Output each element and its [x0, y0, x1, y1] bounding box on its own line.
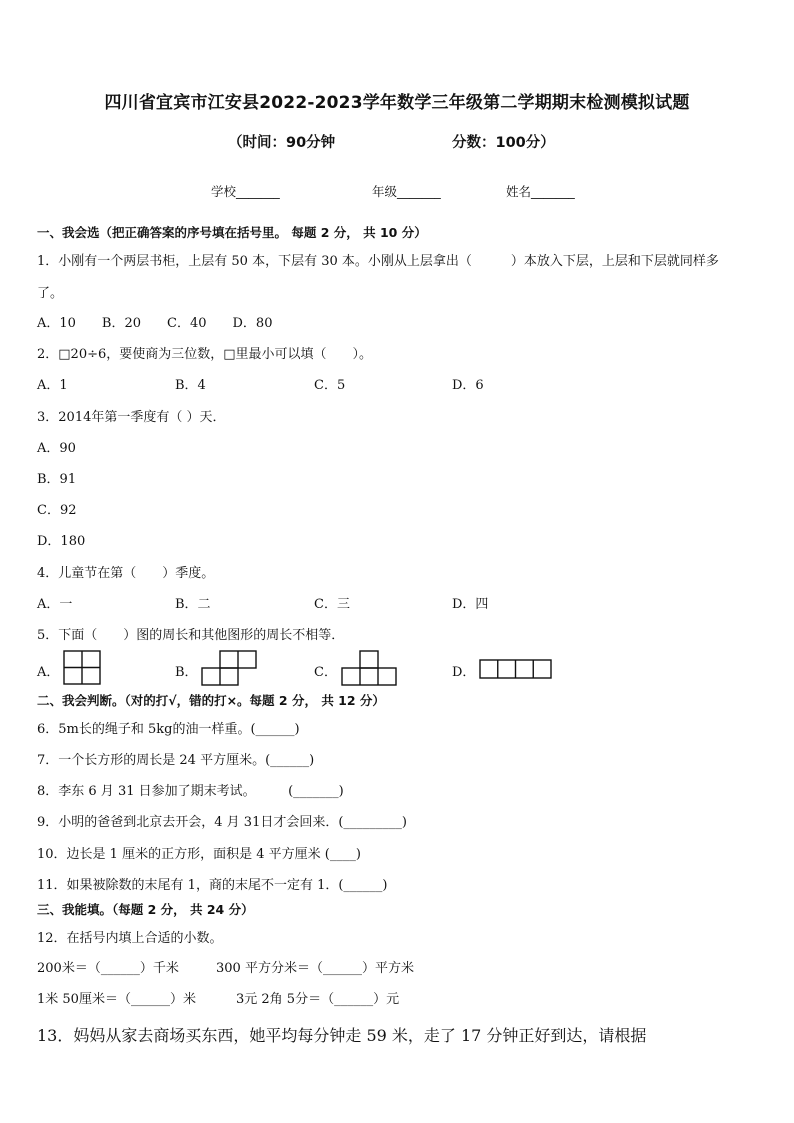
question-2-option-a: A．1 — [37, 378, 68, 393]
judgement-item: 9．小明的爸爸到北京去开会，4 月 31日才会回来．(_________) — [37, 815, 407, 830]
school-field: 学校_______ — [211, 184, 280, 199]
question-5-option-d: D． — [452, 665, 476, 680]
question-2: 2．□20÷6，要使商为三位数，□里最小可以填（ ）。 — [37, 347, 373, 362]
exam-time: （时间：90分钟 — [228, 135, 336, 151]
question-4: 4．儿童节在第（ ）季度。 — [37, 566, 215, 581]
question-5-option-a: A． — [37, 665, 60, 680]
judgement-item: 11．如果被除数的末尾有 1，商的末尾不一定有 1．(______) — [37, 878, 388, 893]
section2-heading: 二、我会判断。（对的打√，错的打×。每题 2 分， 共 12 分） — [37, 693, 385, 708]
question-5-option-c: C． — [314, 665, 337, 680]
question-2-option-b: B．4 — [175, 378, 206, 393]
judgement-item: 6．5m长的绳子和 5kg的油一样重。(______) — [37, 722, 300, 737]
question-5: 5．下面（ ）图的周长和其他图形的周长不相等． — [37, 628, 345, 643]
question-12-blank-3: 1米 50厘米＝（______）米 — [37, 992, 196, 1007]
question-3-option-a: A．90 — [37, 441, 76, 456]
judgement-item: 7．一个长方形的周长是 24 平方厘米。(______) — [37, 753, 315, 768]
question-3: 3．2014年第一季度有（ ）天． — [37, 410, 226, 425]
t-blocks-figure — [341, 650, 399, 688]
question-3-option-b: B．91 — [37, 472, 77, 487]
question-4-option-c: C．三 — [314, 597, 350, 612]
question-2-option-c: C．5 — [314, 378, 346, 393]
question-1-line1: 1．小刚有一个两层书柜，上层有 50 本，下层有 30 本。小刚从上层拿出（ ）本放入下层，上层和下层就同样多 — [37, 254, 719, 269]
question-3-option-d: D．180 — [37, 534, 86, 549]
judgement-item: 10．边长是 1 厘米的正方形，面积是 4 平方厘米 (____) — [37, 847, 361, 862]
question-5-option-b: B． — [175, 665, 198, 680]
section1-heading: 一、我会选（把正确答案的序号填在括号里。 每题 2 分， 共 10 分） — [37, 225, 427, 240]
square-grid-figure — [63, 650, 103, 686]
question-3-option-c: C．92 — [37, 503, 77, 518]
offset-blocks-figure — [201, 650, 259, 688]
name-field: 姓名_______ — [506, 184, 575, 199]
row-blocks-figure — [479, 659, 553, 681]
judgement-item: 8．李东 6 月 31 日参加了期末考试。 (_______) — [37, 784, 344, 799]
question-4-option-b: B．二 — [175, 597, 211, 612]
question-12: 12．在括号内填上合适的小数。 — [37, 931, 223, 946]
question-1-options: A．10 B．20 C．40 D．80 — [37, 316, 273, 331]
question-12-blank-2: 300 平方分米＝（______）平方米 — [216, 961, 414, 976]
question-2-option-d: D．6 — [452, 378, 484, 393]
question-1-line2: 了。 — [37, 286, 64, 301]
grade-field: 年级_______ — [372, 184, 441, 199]
question-4-option-d: D．四 — [452, 597, 489, 612]
exam-score: 分数：100分） — [452, 135, 555, 151]
section3-heading: 三、我能填。（每题 2 分， 共 24 分） — [37, 902, 254, 917]
page-title: 四川省宜宾市江安县2022-2023学年数学三年级第二学期期末检测模拟试题 — [104, 93, 690, 113]
question-12-blank-1: 200米＝（______）千米 — [37, 961, 179, 976]
question-4-option-a: A．一 — [37, 597, 73, 612]
question-13: 13．妈妈从家去商场买东西，她平均每分钟走 59 米，走了 17 分钟正好到达，请根据 — [37, 1026, 647, 1045]
question-12-blank-4: 3元 2角 5分＝（______）元 — [236, 992, 400, 1007]
